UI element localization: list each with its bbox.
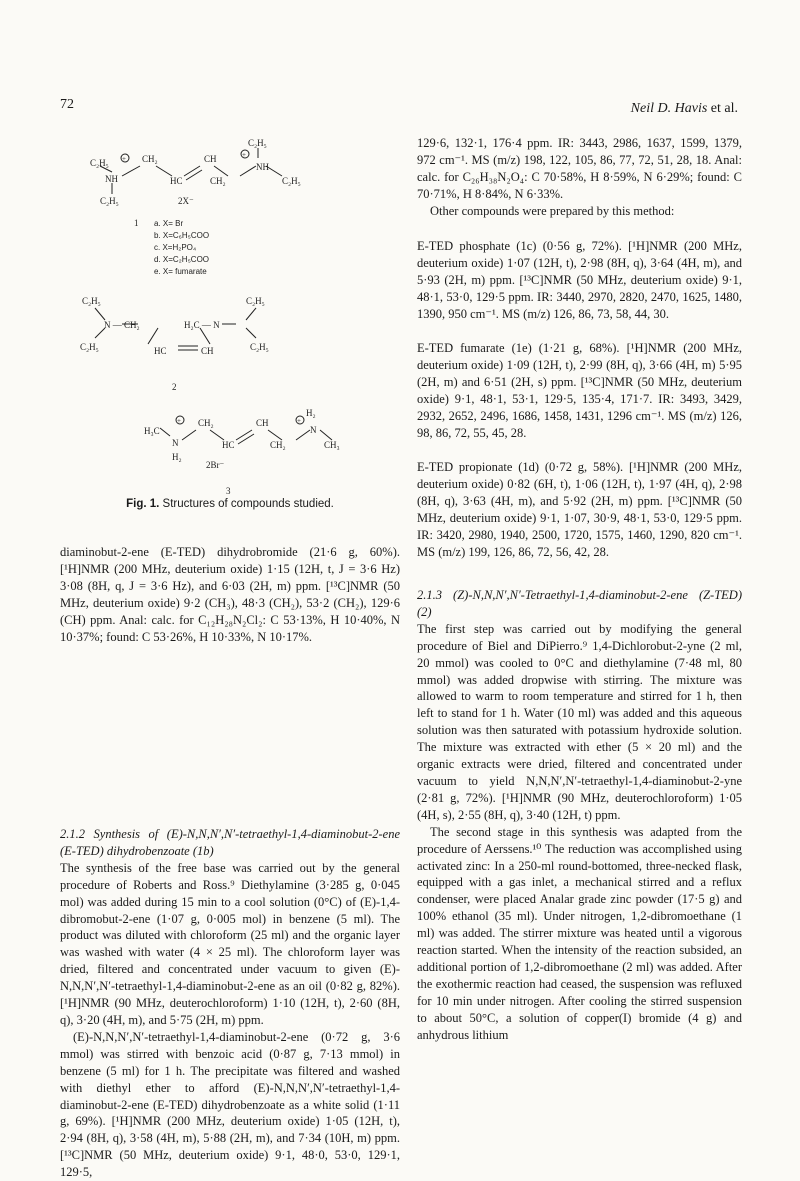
svg-text:C₂H₅: C₂H₅ — [100, 196, 119, 206]
chemical-structures-drawing — [60, 128, 400, 518]
svg-text:H₂: H₂ — [306, 408, 316, 418]
svg-text:H₂: H₂ — [172, 452, 182, 462]
svg-text:N: N — [310, 425, 317, 435]
svg-text:CH: CH — [204, 154, 217, 164]
left-continued-paragraph: diaminobut-2-ene (E-TED) dihydrobromide (21·6 g, 60%). [¹H]NMR (200 MHz, deuterium oxide) 1·15 (12H, t, J = 3·6 Hz) 3·08 (8H, q, J = 3·6 Hz), and 6·03 (2H, m) ppm. [¹³C]NMR (50 MHz, deuterium oxide) 9·2 (CH₃), 48·3 (CH₂), 53·2 (CH₂), 129·6 (CH) ppm. Anal: calc. for C₁₂H₂₈N₂Cl₂: C 53·13%, H 10·40%, N 10·37%; found: C 53·26%, H 10·33%, N 10·17%. — [60, 545, 400, 644]
svg-text:C₂H₅: C₂H₅ — [250, 342, 269, 352]
svg-text:CH: CH — [201, 346, 214, 356]
svg-text:H₂C — N: H₂C — N — [184, 320, 220, 330]
anion-b: b. X=C₆H₅COO — [154, 231, 210, 240]
structures-figure — [60, 128, 400, 518]
svg-text:+: + — [177, 417, 181, 425]
figure-caption — [60, 498, 400, 510]
svg-text:N — CH₂: N — CH₂ — [104, 320, 140, 330]
compound-label-2: 2 — [172, 382, 177, 392]
right-continued-text — [417, 135, 742, 220]
svg-text:C₂H₅: C₂H₅ — [282, 176, 301, 186]
svg-text:CH₂: CH₂ — [210, 176, 226, 186]
page-number: 72 — [60, 97, 74, 112]
svg-text:CH₂: CH₂ — [198, 418, 214, 428]
anion-d: d. X=C₂H₅COO — [154, 255, 210, 264]
svg-text:C₂H₅: C₂H₅ — [90, 158, 109, 168]
svg-text:CH₂: CH₂ — [270, 440, 286, 450]
caption-text: Structures of compounds studied. — [162, 498, 334, 510]
section-2-1-3 — [417, 587, 742, 1043]
svg-text:CH₂: CH₂ — [142, 154, 158, 164]
section-2-1-3-para-1: The first step was carried out by modifying the general procedure of Biel and DiPierro.⁹ 1,4-Dichlorobut-2-yne (2 ml, 20 mmol) was cooled to 0°C and diethylamine (7·48 ml, 80 mmol) was added dropwise with stirring. The mixture was allowed to warm to room temperature and stirred for 1 h, then left to stand for 1 h. Water (10 ml) was added and this aqueous solution was then saturated with potassium hydroxide solution. The mixture was extracted with ether (5 × 20 ml) and the organic extracts were dried, filtered and concentrated under vacuum to yield N,N,N′,N′-tetraethyl-1,4-diaminobut-2-yne (2·81 g, 72%). [¹H]NMR (90 MHz, deuterochloroform) 1·05 (4H, s), 2·55 (8H, q), 3·40 (12H, t) ppm. — [417, 621, 742, 822]
fumarate-entry — [417, 340, 742, 441]
propionate-entry — [417, 459, 742, 560]
running-head — [631, 101, 738, 117]
svg-text:HC: HC — [222, 440, 235, 450]
svg-text:H₃C: H₃C — [144, 426, 160, 436]
section-2-1-2 — [60, 826, 400, 1181]
section-2-1-3-para-2: The second stage in this synthesis was adapted from the procedure of Aerssens.¹⁰ The reduction was accomplished using activated zinc: In a 250-ml round-bottomed, three-necked flask, equipped with a gas inlet, a mechanical stirred and a reflux condenser, were placed Analar grade zinc powder (17·5 g) and 100% ethanol (35 ml). Under nitrogen, 1,2-dibromoethane (1 ml) was added. The stirrer mixture was heated until a vigorous reaction started. When the intensity of the reaction subsided, an additional portion of 1,2-dibromoethane (2 ml) was added. After the exothermic reaction had ceased, the suspension was refluxed for 10 min under nitrogen. After cooling the stirred suspension to about 50°C, a solution of copper(I) bromide (4 g) and anhydrous lithium — [417, 824, 742, 1042]
caption-label: Fig. 1. — [126, 498, 160, 510]
svg-text:N: N — [172, 438, 179, 448]
other-compounds-line: Other compounds were prepared by this method: — [430, 203, 675, 218]
section-2-1-2-para-1: The synthesis of the free base was carried out by the general procedure of Roberts and Ross.⁹ Diethylamine (3·285 g, 0·045 mol) was added during 15 min to a cool solution (0°C) of (E)-1,4-dibromobut-2-ene (1·07 g, 0·005 mol) in benzene (5 ml). The product was diluted with chloroform (25 ml) and the organic layer was washed with water (4 × 25 ml). The chloroform layer was dried, filtered and concentrated under vacuum to given (E)-N,N,N′,N′-tetraethyl-1,4-diaminobut-2-ene as an oil (0·82 g, 82%). [¹H]NMR (90 MHz, deuterochloroform) 1·10 (12H, t), 2·60 (8H, q), 3·20 (4H, m), and 5·75 (2H, m) ppm. — [60, 860, 400, 1027]
section-2-1-2-para-2: (E)-N,N,N′,N′-tetraethyl-1,4-diaminobut-2-ene (0·72 g, 3·6 mmol) was stirred with benzoic acid (0·87 g, 7·13 mmol) in benzene (5 ml) for 1 h. The precipitate was filtered and washed with diethyl ether to afford (E)-N,N,N′,N′-tetraethyl-1,4-diaminobut-2-ene (E-TED) dihydrobenzoate as a white solid (1·11 g, 69%). [¹H]NMR (200 MHz, deuterium oxide) 1·05 (12H, t), 2·94 (8H, q), 3·58 (4H, m), 5·88 (2H, m), and 7·34 (10H, m) ppm. [¹³C]NMR (50 MHz, deuterium oxide) 9·1, 48·0, 53·0, 129·1, 129·5, — [60, 1029, 400, 1180]
svg-text:+: + — [122, 155, 126, 163]
svg-text:C₂H₅: C₂H₅ — [82, 296, 101, 306]
counterion-1: 2X⁻ — [178, 196, 194, 206]
svg-text:C₂H₅: C₂H₅ — [246, 296, 265, 306]
svg-text:NH: NH — [256, 162, 269, 172]
section-heading-2-1-2: 2.1.2 Synthesis of (E)-N,N,N′,N′-tetraethyl-1,4-diaminobut-2-ene (E-TED) dihydrobenzoate (1b) — [60, 827, 400, 858]
counterion-3: 2Br⁻ — [206, 460, 225, 470]
svg-text:CH₃: CH₃ — [324, 440, 340, 450]
svg-text:NH: NH — [105, 174, 118, 184]
running-etal: et al. — [710, 101, 738, 116]
phosphate-paragraph: E-TED phosphate (1c) (0·56 g, 72%). [¹H]NMR (200 MHz, deuterium oxide) 1·07 (12H, t), 2·98 (8H, q), 3·64 (4H, m), and 5·93 (2H, m) ppm. [¹³C]NMR (50 MHz, deuterium oxide) 9·1, 48·1, 53·0, 129·5 ppm. IR: 3440, 2970, 2820, 2470, 1625, 1480, 1390, 950 cm⁻¹. MS (m/z) 126, 86, 73, 58, 44, 30. — [417, 239, 742, 321]
right-continued-paragraph: 129·6, 132·1, 176·4 ppm. IR: 3443, 2986, 1637, 1599, 1379, 972 cm⁻¹. MS (m/z) 198, 122, 105, 86, 77, 72, 51, 28, 18. Anal: calc. for C₂₆H₃₈N₂O₄: C 70·58%, H 8·59%, N 6·29%; found: C 70·71%, H 8·84%, N 6·33%. — [417, 136, 742, 201]
compound-label-1: 1 — [134, 218, 139, 228]
svg-text:C₂H₅: C₂H₅ — [80, 342, 99, 352]
fumarate-paragraph: E-TED fumarate (1e) (1·21 g, 68%). [¹H]NMR (200 MHz, deuterium oxide) 1·09 (12H, t), 2·99 (8H, q), 3·66 (4H, m) 5·95 (2H, m) and 6·51 (2H, s) ppm. [¹³C]NMR (50 MHz, deuterium oxide) 9·1, 48·1, 53·1, 129·5, 135·4, 171·7. IR: 3493, 3429, 2932, 2652, 2496, 1686, 1458, 1431, 1296 cm⁻¹. MS (m/z) 126, 98, 86, 72, 55, 45, 28. — [417, 341, 742, 440]
compound-label-3: 3 — [226, 486, 231, 496]
running-author: Neil D. Havis — [630, 101, 708, 116]
svg-text:HC: HC — [154, 346, 167, 356]
anion-e: e. X= fumarate — [154, 267, 207, 276]
svg-text:+: + — [242, 151, 246, 159]
anion-c: c. X=H₂PO₄ — [154, 243, 197, 252]
left-continued-text — [60, 544, 400, 645]
section-heading-2-1-3: 2.1.3 (Z)-N,N,N′,N′-Tetraethyl-1,4-diaminobut-2-ene (Z-TED) (2) — [417, 588, 742, 619]
phosphate-entry — [417, 238, 742, 323]
svg-text:CH: CH — [256, 418, 269, 428]
propionate-paragraph: E-TED propionate (1d) (0·72 g, 58%). [¹H]NMR (200 MHz, deuterium oxide) 0·82 (6H, t), 1·06 (12H, t), 1·97 (4H, q), 2·98 (8H, q), 3·63 (4H, m), and 5·92 (2H, m) ppm. [¹³C]NMR (50 MHz, deuterium oxide) 9·1, 1·07, 30·9, 48·1, 53·0, 129·5 ppm. IR: 3420, 2980, 1940, 2500, 1720, 1575, 1460, 1290, 820 cm⁻¹. MS (m/z) 199, 126, 86, 72, 56, 42, 28. — [417, 460, 742, 559]
svg-text:+: + — [297, 417, 301, 425]
svg-text:HC: HC — [170, 176, 183, 186]
svg-text:C₂H₅: C₂H₅ — [248, 138, 267, 148]
anion-a: a. X= Br — [154, 219, 184, 228]
